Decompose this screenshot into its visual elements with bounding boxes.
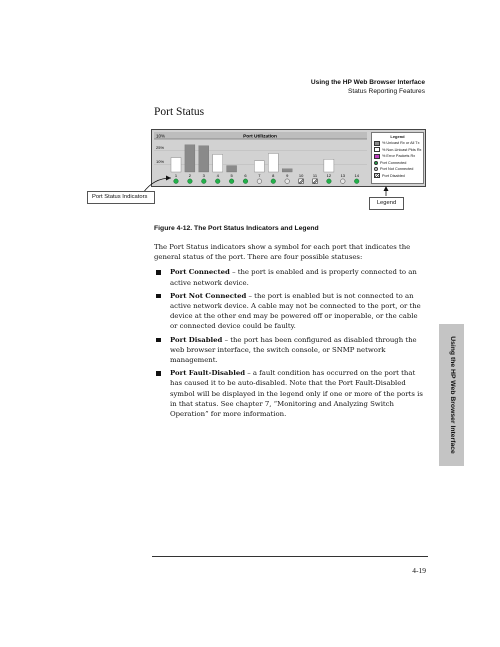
port-number-label: 11 <box>312 173 318 178</box>
port-number-label: 12 <box>326 173 332 178</box>
legend-label: Port Not Connected <box>380 167 414 172</box>
status-list-item <box>154 335 426 366</box>
status-term: Port Not Connected <box>170 291 247 300</box>
status-term: Port Fault-Disabled <box>170 369 246 378</box>
callout-legend: Legend <box>369 197 404 210</box>
status-list-item <box>154 267 426 287</box>
port-number-label: 1 <box>174 173 178 178</box>
side-tab-label: Using the HP Web Browser Interface <box>448 336 456 454</box>
status-description: – the port is enabled but is not connected to an active network device. A cable may not be connected to the port, or the device at the other end may be powered off or inoperable, or the cable or connected device could be faulty. <box>170 291 421 331</box>
graph-title: Port Utilization <box>243 134 277 140</box>
status-description: – the port has been configured as disabled through the web browser interface, the switch console, or SNMP network management. <box>170 335 417 365</box>
corner-label: 10% <box>156 133 166 139</box>
port-number-label: 2 <box>188 173 192 178</box>
header-title: Using the HP Web Browser Interface <box>310 79 425 86</box>
legend-label: % Unicast Rx or All Tx <box>382 141 420 146</box>
intro-paragraph: The Port Status indicators show a symbol for each port that indicates the general status of the port. There are four possible statuses: <box>154 243 411 262</box>
port-number-label: 14 <box>354 173 359 178</box>
status-term: Port Connected <box>170 268 230 277</box>
bullet-square-icon <box>156 270 161 275</box>
body-text <box>154 242 426 422</box>
page-number: 4-19 <box>412 566 426 575</box>
port-number-label: 7 <box>258 173 261 178</box>
status-description: – the port is enabled and is properly connected to an active network device. <box>170 268 417 287</box>
status-description: – a fault condition has occurred on the port that has caused it to be auto-disabled. Note that the Port Fault-Disabled symbol will be displayed in the legend only if one or more of the ports is in that status. See chapter 7, “Monitoring and Analyzing Switch Operation” for more information. <box>170 369 423 419</box>
footer-rule <box>152 556 428 557</box>
status-list-item <box>154 291 426 332</box>
chapter-side-tab <box>439 324 464 466</box>
callout-port-status-indicators: Port Status Indicators <box>87 191 155 204</box>
y-axis-label: 25% <box>156 145 165 150</box>
status-list-item <box>154 368 426 419</box>
header-subtitle: Status Reporting Features <box>348 88 425 95</box>
legend-label: % Non-Unicast Pkts Rx <box>382 147 422 152</box>
figure-caption: Figure 4-12. The Port Status Indicators and Legend <box>154 225 319 232</box>
port-number-label: 13 <box>340 173 346 178</box>
status-list <box>154 267 426 419</box>
port-number-label: 5 <box>230 173 233 178</box>
bullet-square-icon <box>156 338 161 343</box>
legend-label: Port Connected <box>380 160 407 165</box>
y-axis-label: 10% <box>156 159 165 164</box>
bullet-square-icon <box>156 294 161 299</box>
section-title: Port Status <box>154 106 205 118</box>
port-number-label: 10 <box>298 173 304 178</box>
port-number-label: 6 <box>244 173 247 178</box>
legend-label: Port Disabled <box>382 173 405 178</box>
status-term: Port Disabled <box>170 335 223 344</box>
legend-label: % Error Packets Rx <box>382 154 416 159</box>
port-number-label: 9 <box>286 173 289 178</box>
legend-title: Legend <box>390 134 405 139</box>
port-number-label: 8 <box>272 173 275 178</box>
bullet-square-icon <box>156 371 161 376</box>
port-number-label: 3 <box>202 173 205 178</box>
port-number-label: 4 <box>216 173 219 178</box>
